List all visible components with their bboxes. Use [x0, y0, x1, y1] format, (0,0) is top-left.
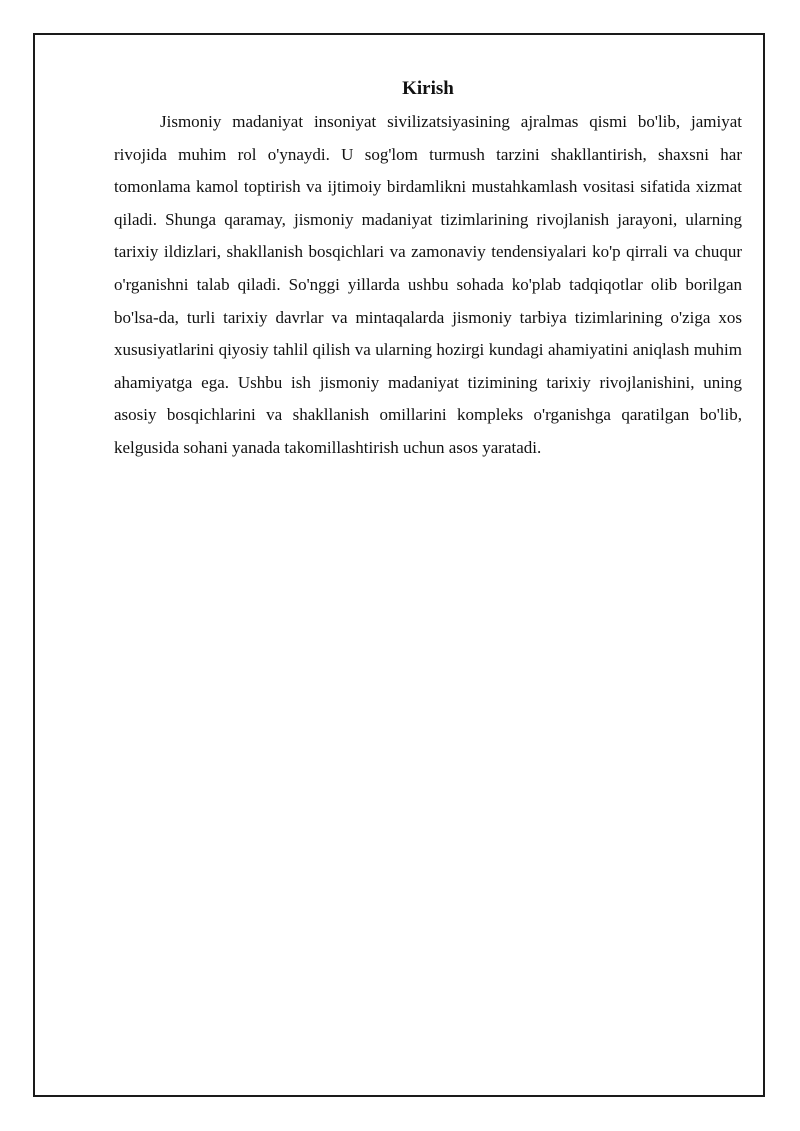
document-body	[114, 76, 742, 465]
section-title: Kirish	[402, 78, 454, 99]
intro-paragraph: Jismoniy madaniyat insoniyat sivilizatsiyasining ajralmas qismi bo'lib, jamiyat rivojida muhim rol o'ynaydi. U sog'lom turmush tarzini shakllantirish, shaxsni har tomonlama kamol toptirish va ijtimoiy birdamlikni mustahkamlash vositasi sifatida xizmat qiladi. Shunga qaramay, jismoniy madaniyat tizimlarining rivojlanish jarayoni, ularning tarixiy ildizlari, shakllanish bosqichlari va zamonaviy tendensiyalari ko'p qirrali va chuqur o'rganishni talab qiladi. So'nggi yillarda ushbu sohada ko'plab tadqiqotlar olib borilgan bo'lsa-da, turli tarixiy davrlar va mintaqalarda jismoniy tarbiya tizimlarining o'ziga xos xususiyatlarini qiyosiy tahlil qilish va ularning hozirgi kundagi ahamiyatini aniqlash muhim ahamiyatga ega. Ushbu ish jismoniy madaniyat tizimining tarixiy rivojlanishini, uning asosiy bosqichlarini va shakllanish omillarini kompleks o'rganishga qaratilgan bo'lib, kelgusida sohani yanada takomillashtirish uchun asos yaratadi.	[114, 112, 742, 457]
